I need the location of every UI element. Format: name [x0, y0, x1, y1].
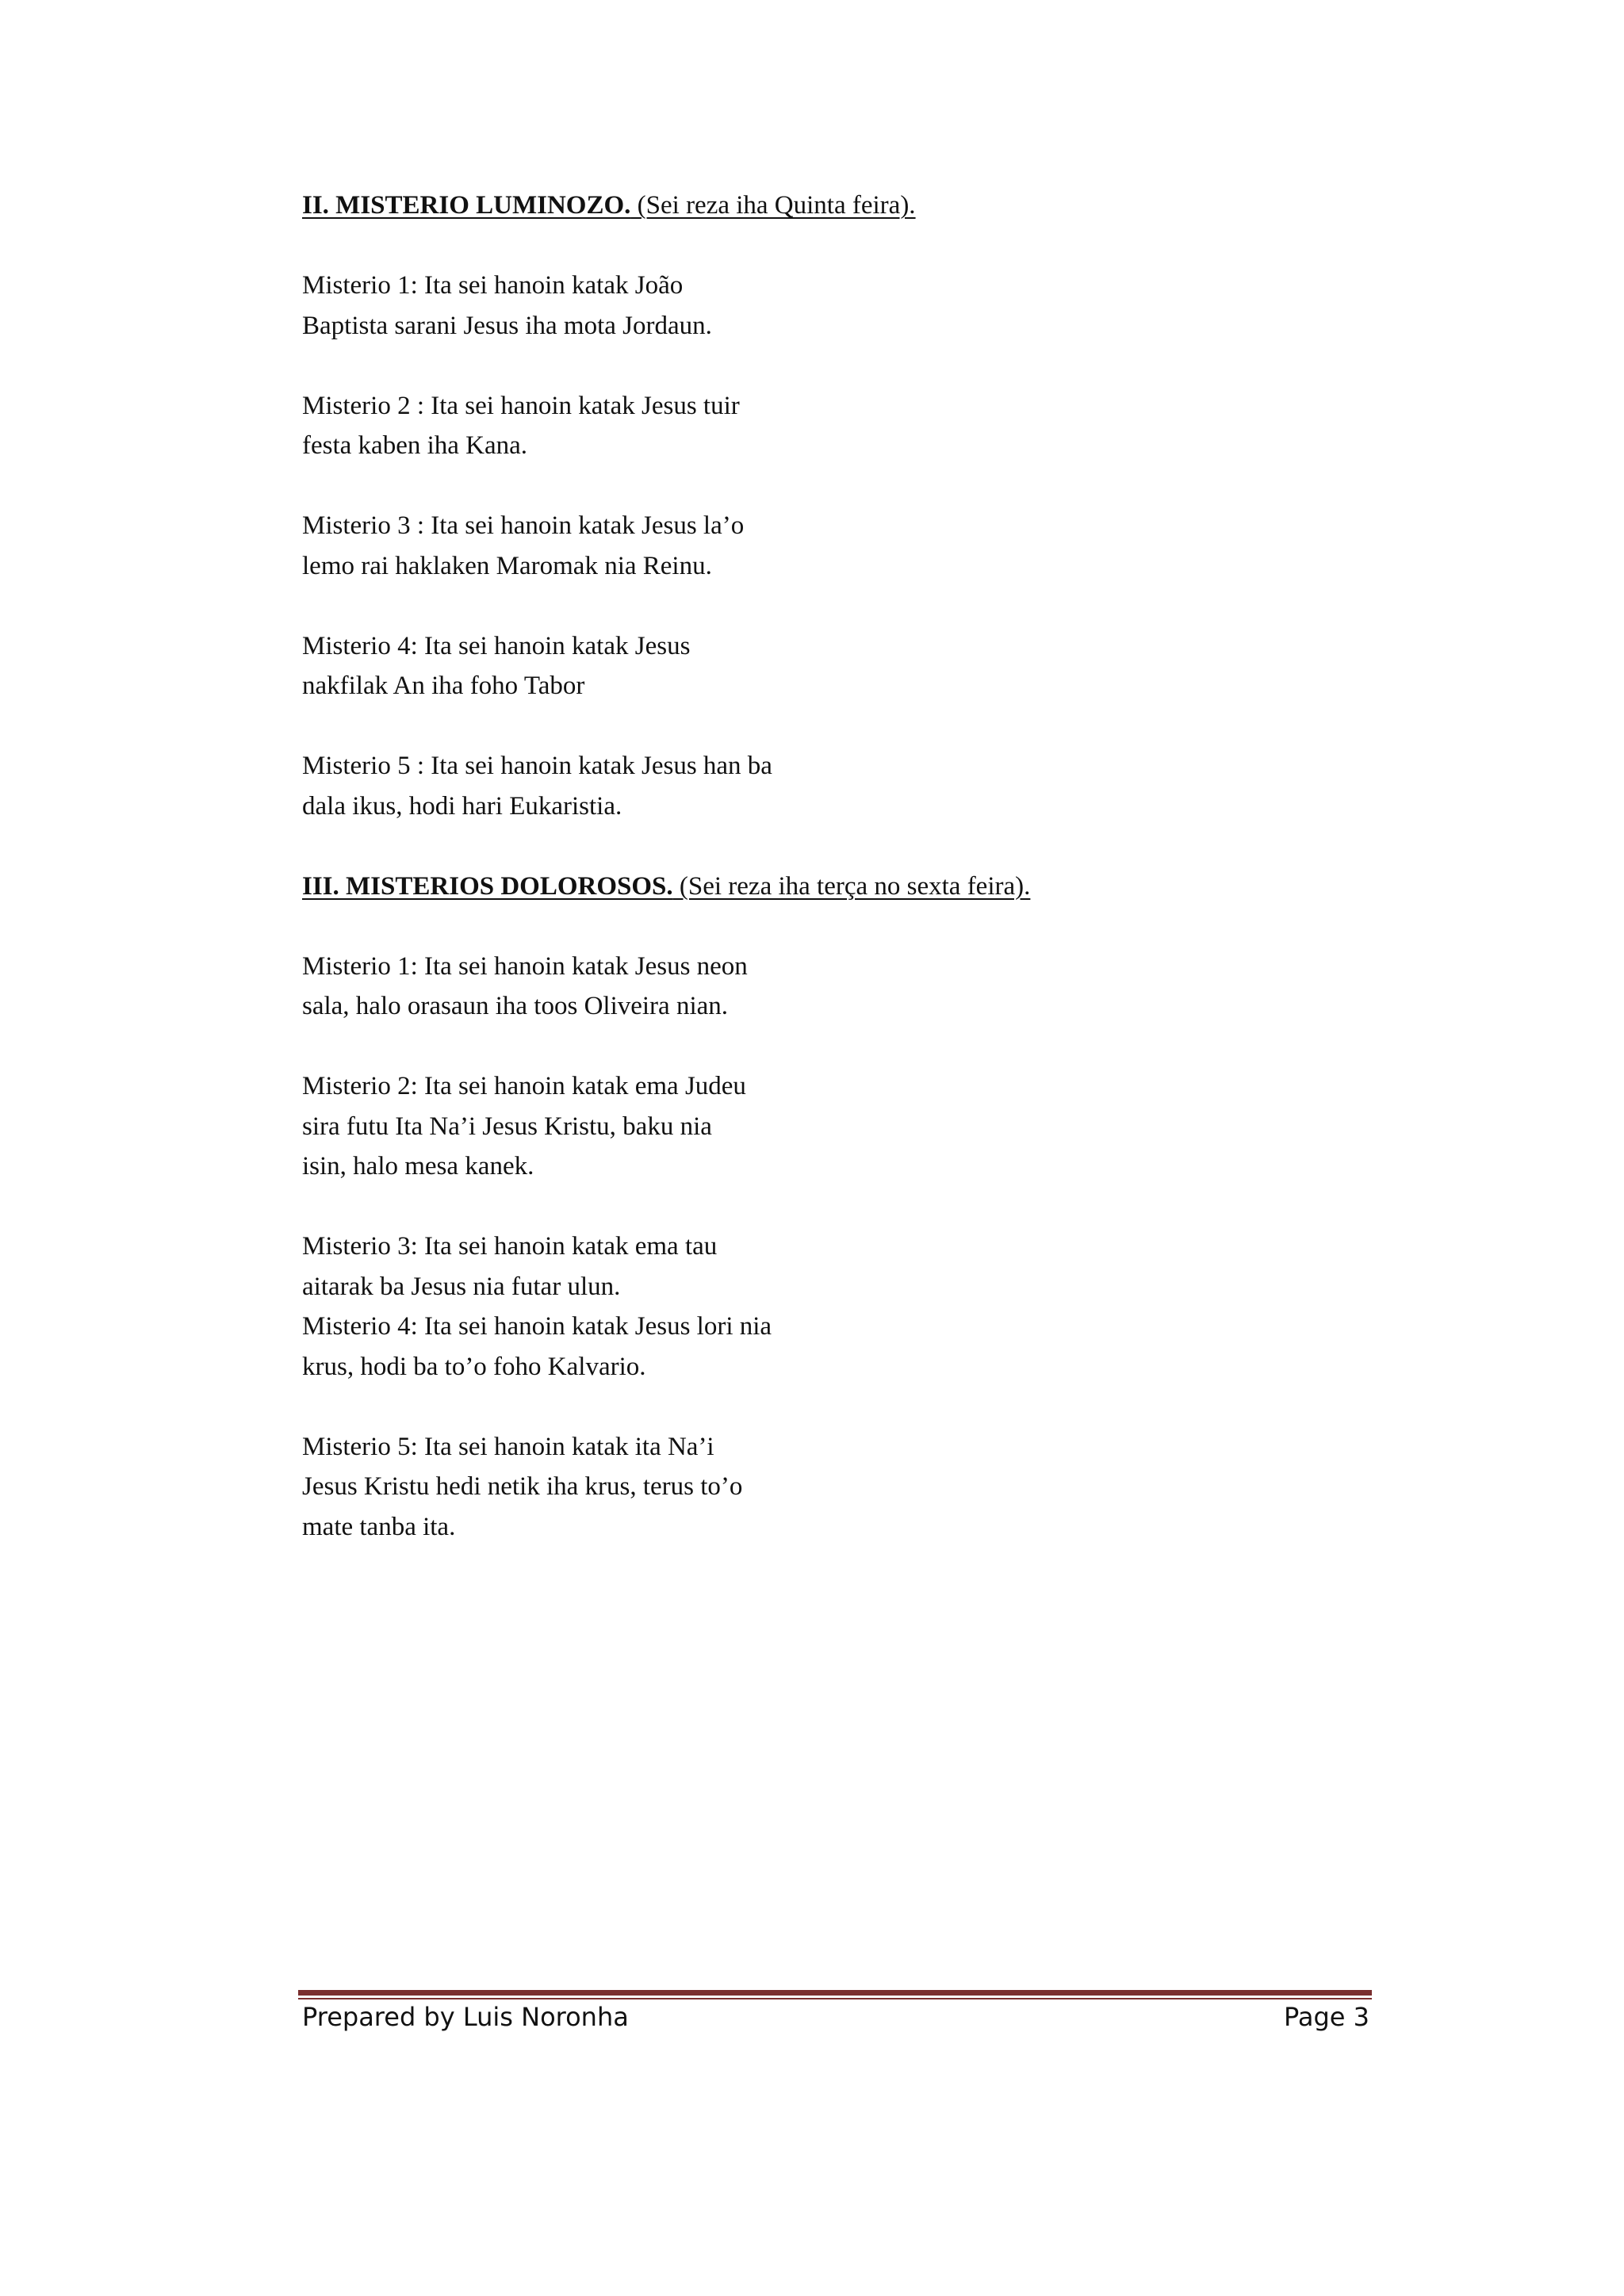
misterio-block [302, 947, 1373, 1027]
misterio-line: sala, halo orasaun iha toos Oliveira nian. [302, 992, 729, 1020]
footer-rule [298, 1990, 1372, 1999]
misterio-line: aitarak ba Jesus nia futar ulun. [302, 1272, 621, 1301]
section-title: III. MISTERIOS DOLOROSOS. [302, 871, 673, 901]
misterio-line: Jesus Kristu hedi netik iha krus, terus to’o [302, 1472, 743, 1501]
misterio-block [302, 626, 1373, 706]
misterio-block [302, 746, 1373, 826]
section-note: (Sei reza iha terça no sexta feira). [672, 871, 1031, 901]
page-footer [302, 2002, 1369, 2032]
misterio-block [302, 1066, 1373, 1187]
misterio-line: Misterio 3: Ita sei hanoin katak ema tau [302, 1232, 718, 1261]
misterio-block [302, 386, 1373, 466]
misterio-block [302, 506, 1373, 586]
misterio-block [302, 266, 1373, 346]
misterio-block [302, 1226, 1373, 1307]
misterio-line: isin, halo mesa kanek. [302, 1152, 534, 1181]
misterio-line: Misterio 4: Ita sei hanoin katak Jesus lori nia [302, 1312, 772, 1341]
section-heading-luminozo [302, 186, 1373, 226]
footer-rule-thick [298, 1990, 1372, 1996]
section-note: (Sei reza iha Quinta feira). [630, 191, 916, 220]
misterio-line: nakfilak An iha foho Tabor [302, 672, 585, 700]
misterio-line: Misterio 5: Ita sei hanoin katak ita Na’i [302, 1432, 714, 1461]
misterio-line: festa kaben iha Kana. [302, 431, 528, 460]
misterio-line: Misterio 1: Ita sei hanoin katak João [302, 271, 684, 300]
misterio-line: lemo rai haklaken Maromak nia Reinu. [302, 551, 712, 580]
page-content [302, 186, 1373, 1547]
misterio-line: Misterio 4: Ita sei hanoin katak Jesus [302, 631, 691, 660]
misterio-block [302, 1307, 1373, 1387]
misterio-line: Misterio 2 : Ita sei hanoin katak Jesus tuir [302, 391, 740, 420]
misterio-line: Misterio 1: Ita sei hanoin katak Jesus neon [302, 951, 748, 981]
section-title: II. MISTERIO LUMINOZO. [302, 191, 631, 220]
footer-rule-thin [298, 1998, 1372, 1999]
misterio-line: mate tanba ita. [302, 1512, 456, 1541]
misterio-line: Baptista sarani Jesus iha mota Jordaun. [302, 311, 712, 340]
misterio-line: Misterio 5 : Ita sei hanoin katak Jesus han ba [302, 752, 772, 780]
misterio-line: Misterio 3 : Ita sei hanoin katak Jesus la’o [302, 511, 745, 540]
misterio-line: Misterio 2: Ita sei hanoin katak ema Judeu [302, 1072, 746, 1100]
misterio-line: dala ikus, hodi hari Eukaristia. [302, 791, 622, 821]
misterio-block [302, 1427, 1373, 1548]
misterio-line: krus, hodi ba to’o foho Kalvario. [302, 1352, 646, 1381]
footer-author: Prepared by Luis Noronha [302, 2002, 629, 2032]
section-heading-dolorosos [302, 867, 1373, 907]
misterio-line: sira futu Ita Na’i Jesus Kristu, baku nia [302, 1112, 712, 1141]
page-number: Page 3 [1284, 2002, 1369, 2032]
